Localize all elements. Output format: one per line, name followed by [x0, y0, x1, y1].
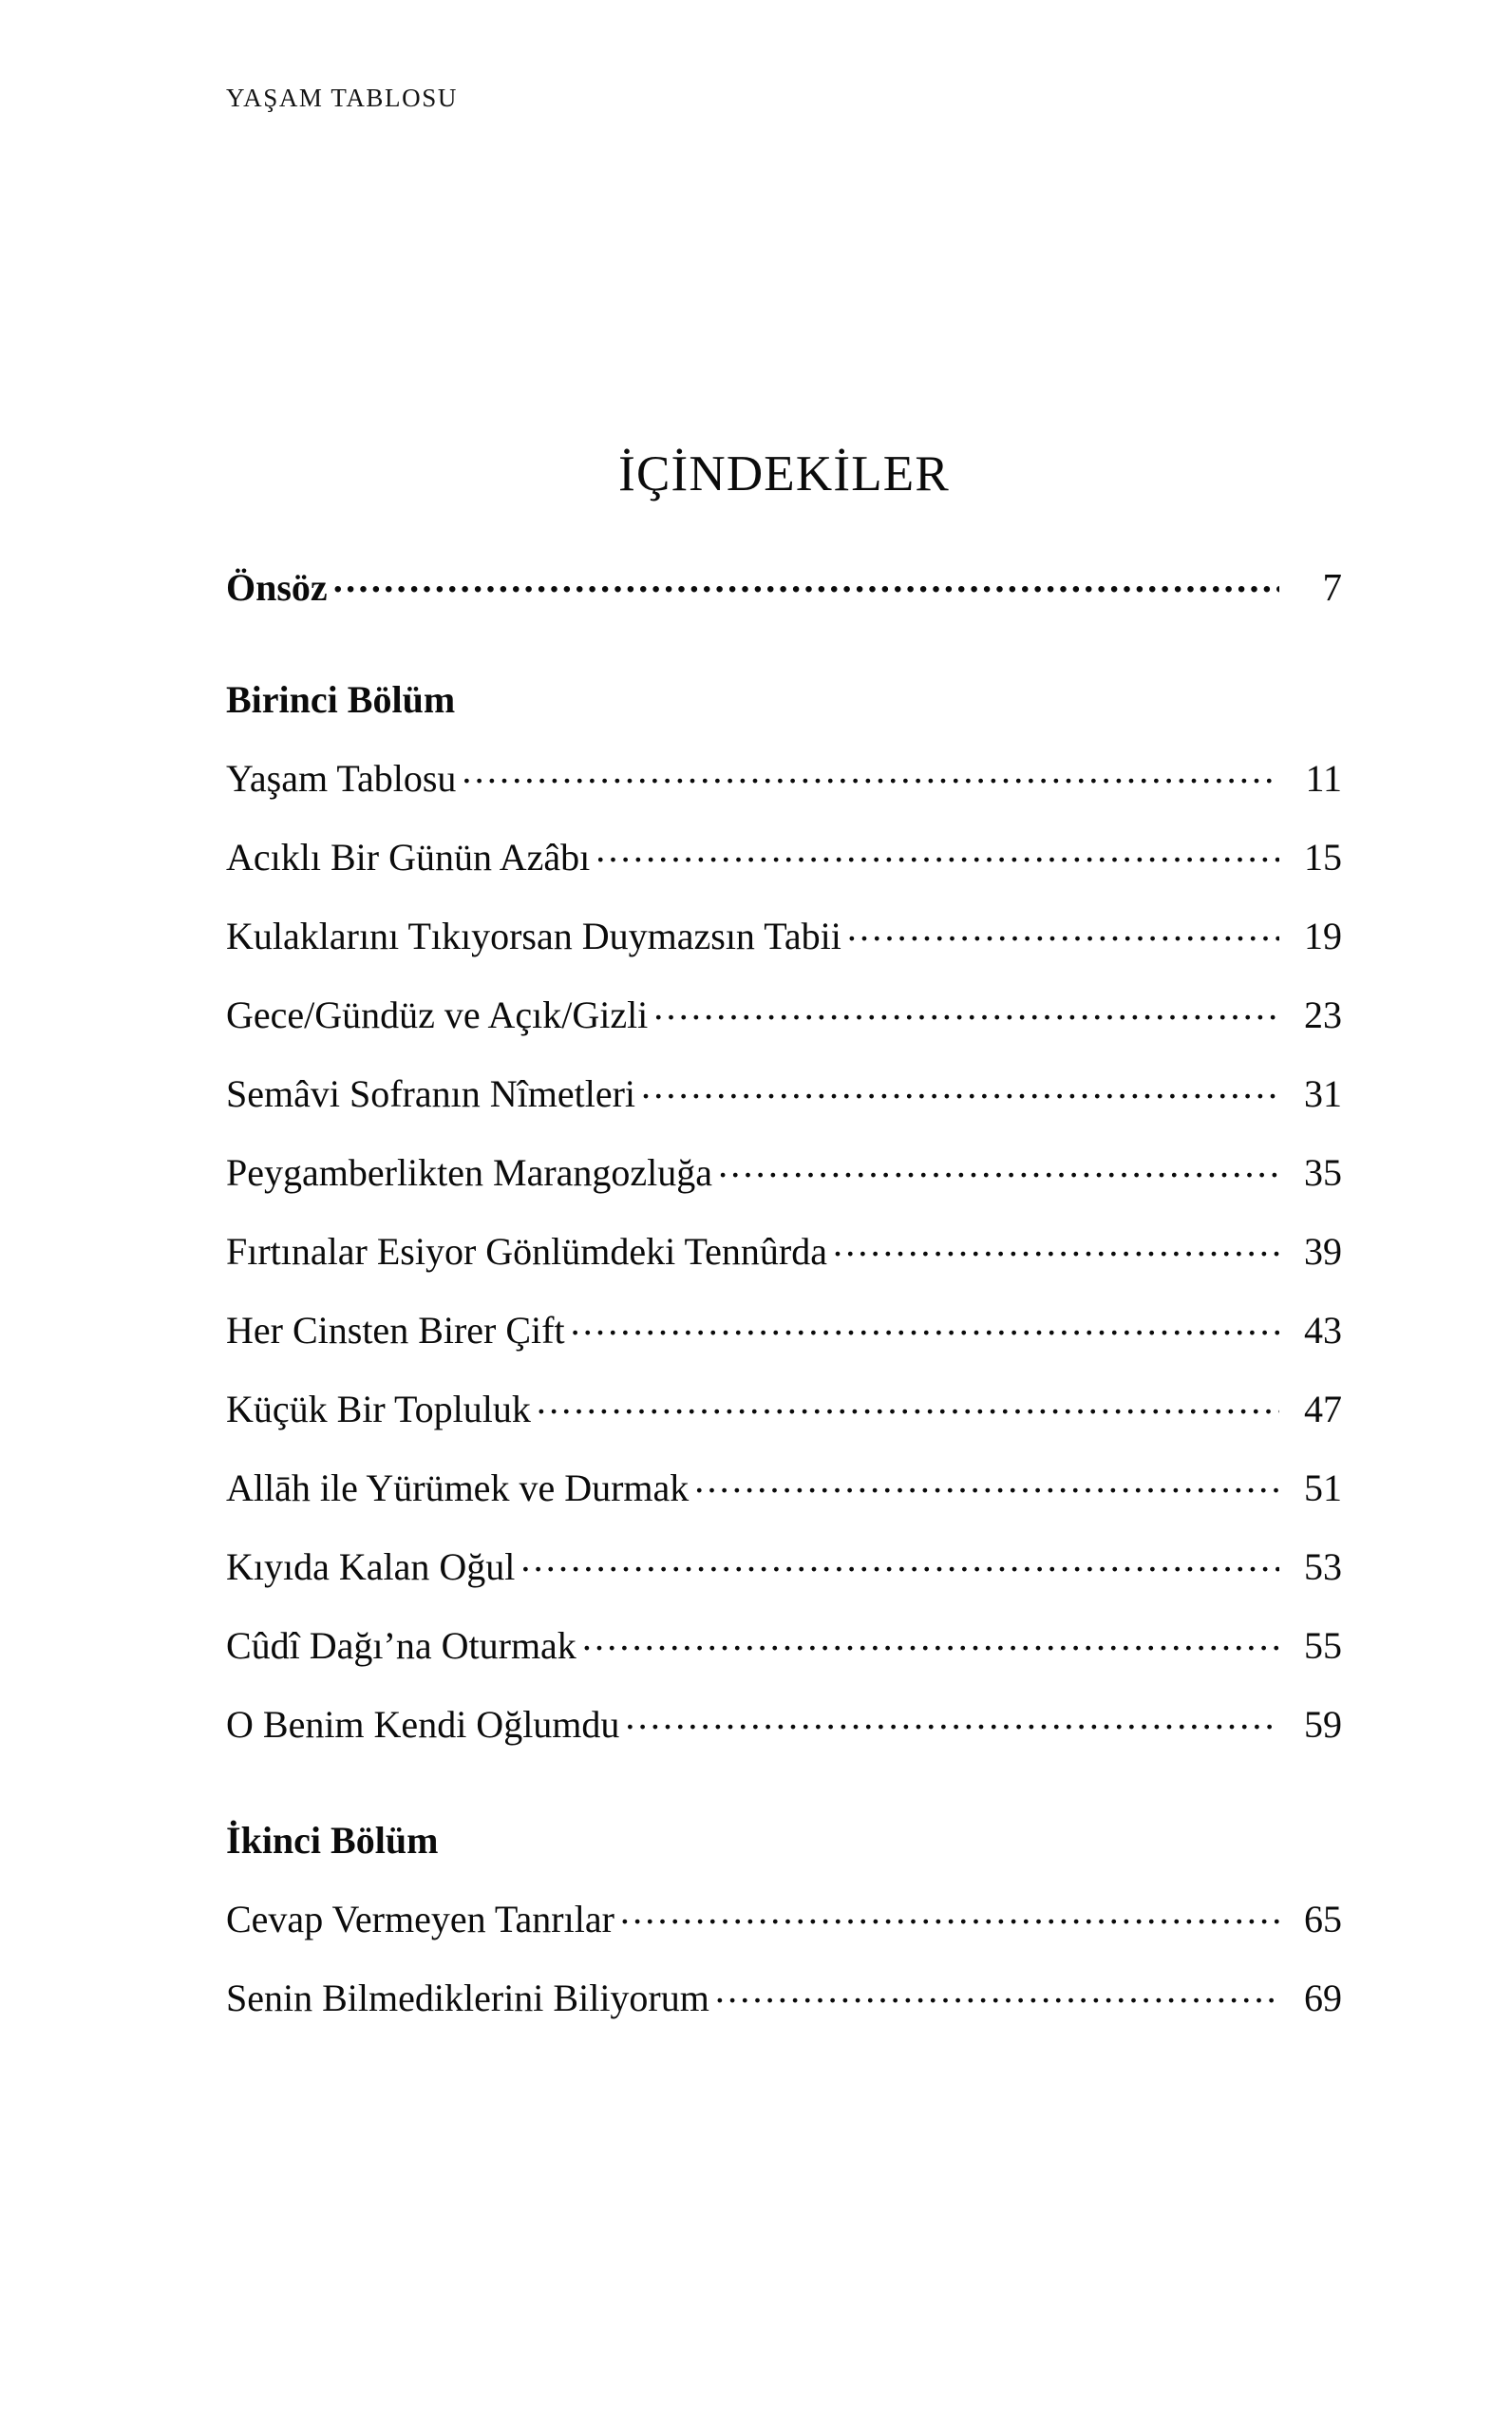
dot-leader — [847, 911, 1279, 949]
page-title: İÇİNDEKİLER — [618, 446, 950, 501]
dot-leader — [715, 1973, 1279, 2011]
dot-leader — [537, 1384, 1279, 1422]
toc-entry-page: 15 — [1304, 836, 1342, 880]
toc-entry-page: 31 — [1304, 1072, 1342, 1116]
dot-leader — [694, 1463, 1279, 1501]
toc-entry-page: 65 — [1304, 1898, 1342, 1941]
running-head: YAŞAM TABLOSU — [226, 84, 458, 112]
dot-leader — [595, 832, 1279, 870]
toc-entry — [226, 1147, 1342, 1195]
toc-entry-title: Senin Bilmediklerini Biliyorum — [226, 1977, 709, 2020]
toc-entry-page: 43 — [1304, 1309, 1342, 1353]
toc-entry-title: Acıklı Bir Günün Azâbı — [226, 836, 591, 880]
toc-entry — [226, 1069, 1342, 1116]
toc-entry-page: 55 — [1304, 1624, 1342, 1668]
toc-entry-page: 69 — [1304, 1977, 1342, 2020]
toc-entry-title: Küçük Bir Topluluk — [226, 1388, 531, 1431]
toc-entry-title: Her Cinsten Birer Çift — [226, 1309, 565, 1353]
toc-entry-page: 19 — [1304, 915, 1342, 958]
toc-entry-title: Önsöz — [226, 566, 328, 610]
toc-entry-page: 7 — [1322, 565, 1342, 610]
toc-entry — [226, 911, 1342, 956]
toc-entry — [226, 1542, 1342, 1589]
toc-entry — [226, 990, 1342, 1037]
dot-leader — [620, 1894, 1279, 1932]
toc-entry — [226, 1699, 1342, 1747]
toc-entry-preface — [226, 562, 1342, 610]
toc-entry-page: 47 — [1304, 1388, 1342, 1431]
dot-leader — [462, 753, 1279, 791]
dot-leader — [520, 1542, 1279, 1580]
toc-part-heading: Birinci Bölüm — [226, 678, 456, 722]
toc-entry — [226, 832, 1342, 880]
dot-leader — [625, 1699, 1279, 1737]
toc-part-heading: İkinci Bölüm — [226, 1819, 439, 1863]
toc-entry-page: 59 — [1304, 1703, 1342, 1747]
toc-entry — [226, 1463, 1342, 1510]
toc-entry-page: 51 — [1304, 1466, 1342, 1510]
toc-entry-title: Kıyıda Kalan Oğul — [226, 1545, 516, 1589]
toc-entry-title: Allāh ile Yürümek ve Durmak — [226, 1466, 690, 1510]
toc-entry-title: Kulaklarını Tıkıyorsan Duymazsın Tabii — [226, 915, 841, 958]
toc-entry — [226, 1226, 1342, 1274]
toc-entry — [226, 1620, 1342, 1668]
toc-entry-title: O Benim Kendi Oğlumdu — [226, 1703, 620, 1747]
toc-entry — [226, 1894, 1342, 1939]
toc-entry-page: 35 — [1304, 1151, 1342, 1195]
toc-entry-title: Fırtınalar Esiyor Gönlümdeki Tennûrda — [226, 1230, 828, 1274]
toc-entry-title: Cevap Vermeyen Tanrılar — [226, 1898, 614, 1941]
toc-entry-title: Gece/Gündüz ve Açık/Gizli — [226, 993, 649, 1037]
dot-leader — [571, 1305, 1279, 1343]
toc-entry-title: Yaşam Tablosu — [226, 757, 457, 801]
dot-leader — [718, 1147, 1279, 1185]
dot-leader — [641, 1069, 1279, 1107]
dot-leader — [833, 1226, 1279, 1264]
toc-content — [226, 0, 1342, 2020]
toc-entry — [226, 753, 1342, 801]
toc-entry — [226, 1384, 1342, 1429]
toc-entry-page: 23 — [1304, 993, 1342, 1037]
dot-leader — [582, 1620, 1279, 1658]
toc-entry-title: Semâvi Sofranın Nîmetleri — [226, 1072, 636, 1116]
dot-leader — [333, 562, 1279, 600]
toc-entry-title: Cûdî Dağı’na Oturmak — [226, 1624, 576, 1668]
dot-leader — [653, 990, 1279, 1028]
toc-entry — [226, 1973, 1342, 2020]
toc-entry-page: 53 — [1304, 1545, 1342, 1589]
toc-entry-page: 39 — [1304, 1230, 1342, 1274]
toc-entry-page: 11 — [1305, 757, 1342, 801]
toc-entry-title: Peygamberlikten Marangozluğa — [226, 1151, 713, 1195]
toc-entry — [226, 1305, 1342, 1353]
